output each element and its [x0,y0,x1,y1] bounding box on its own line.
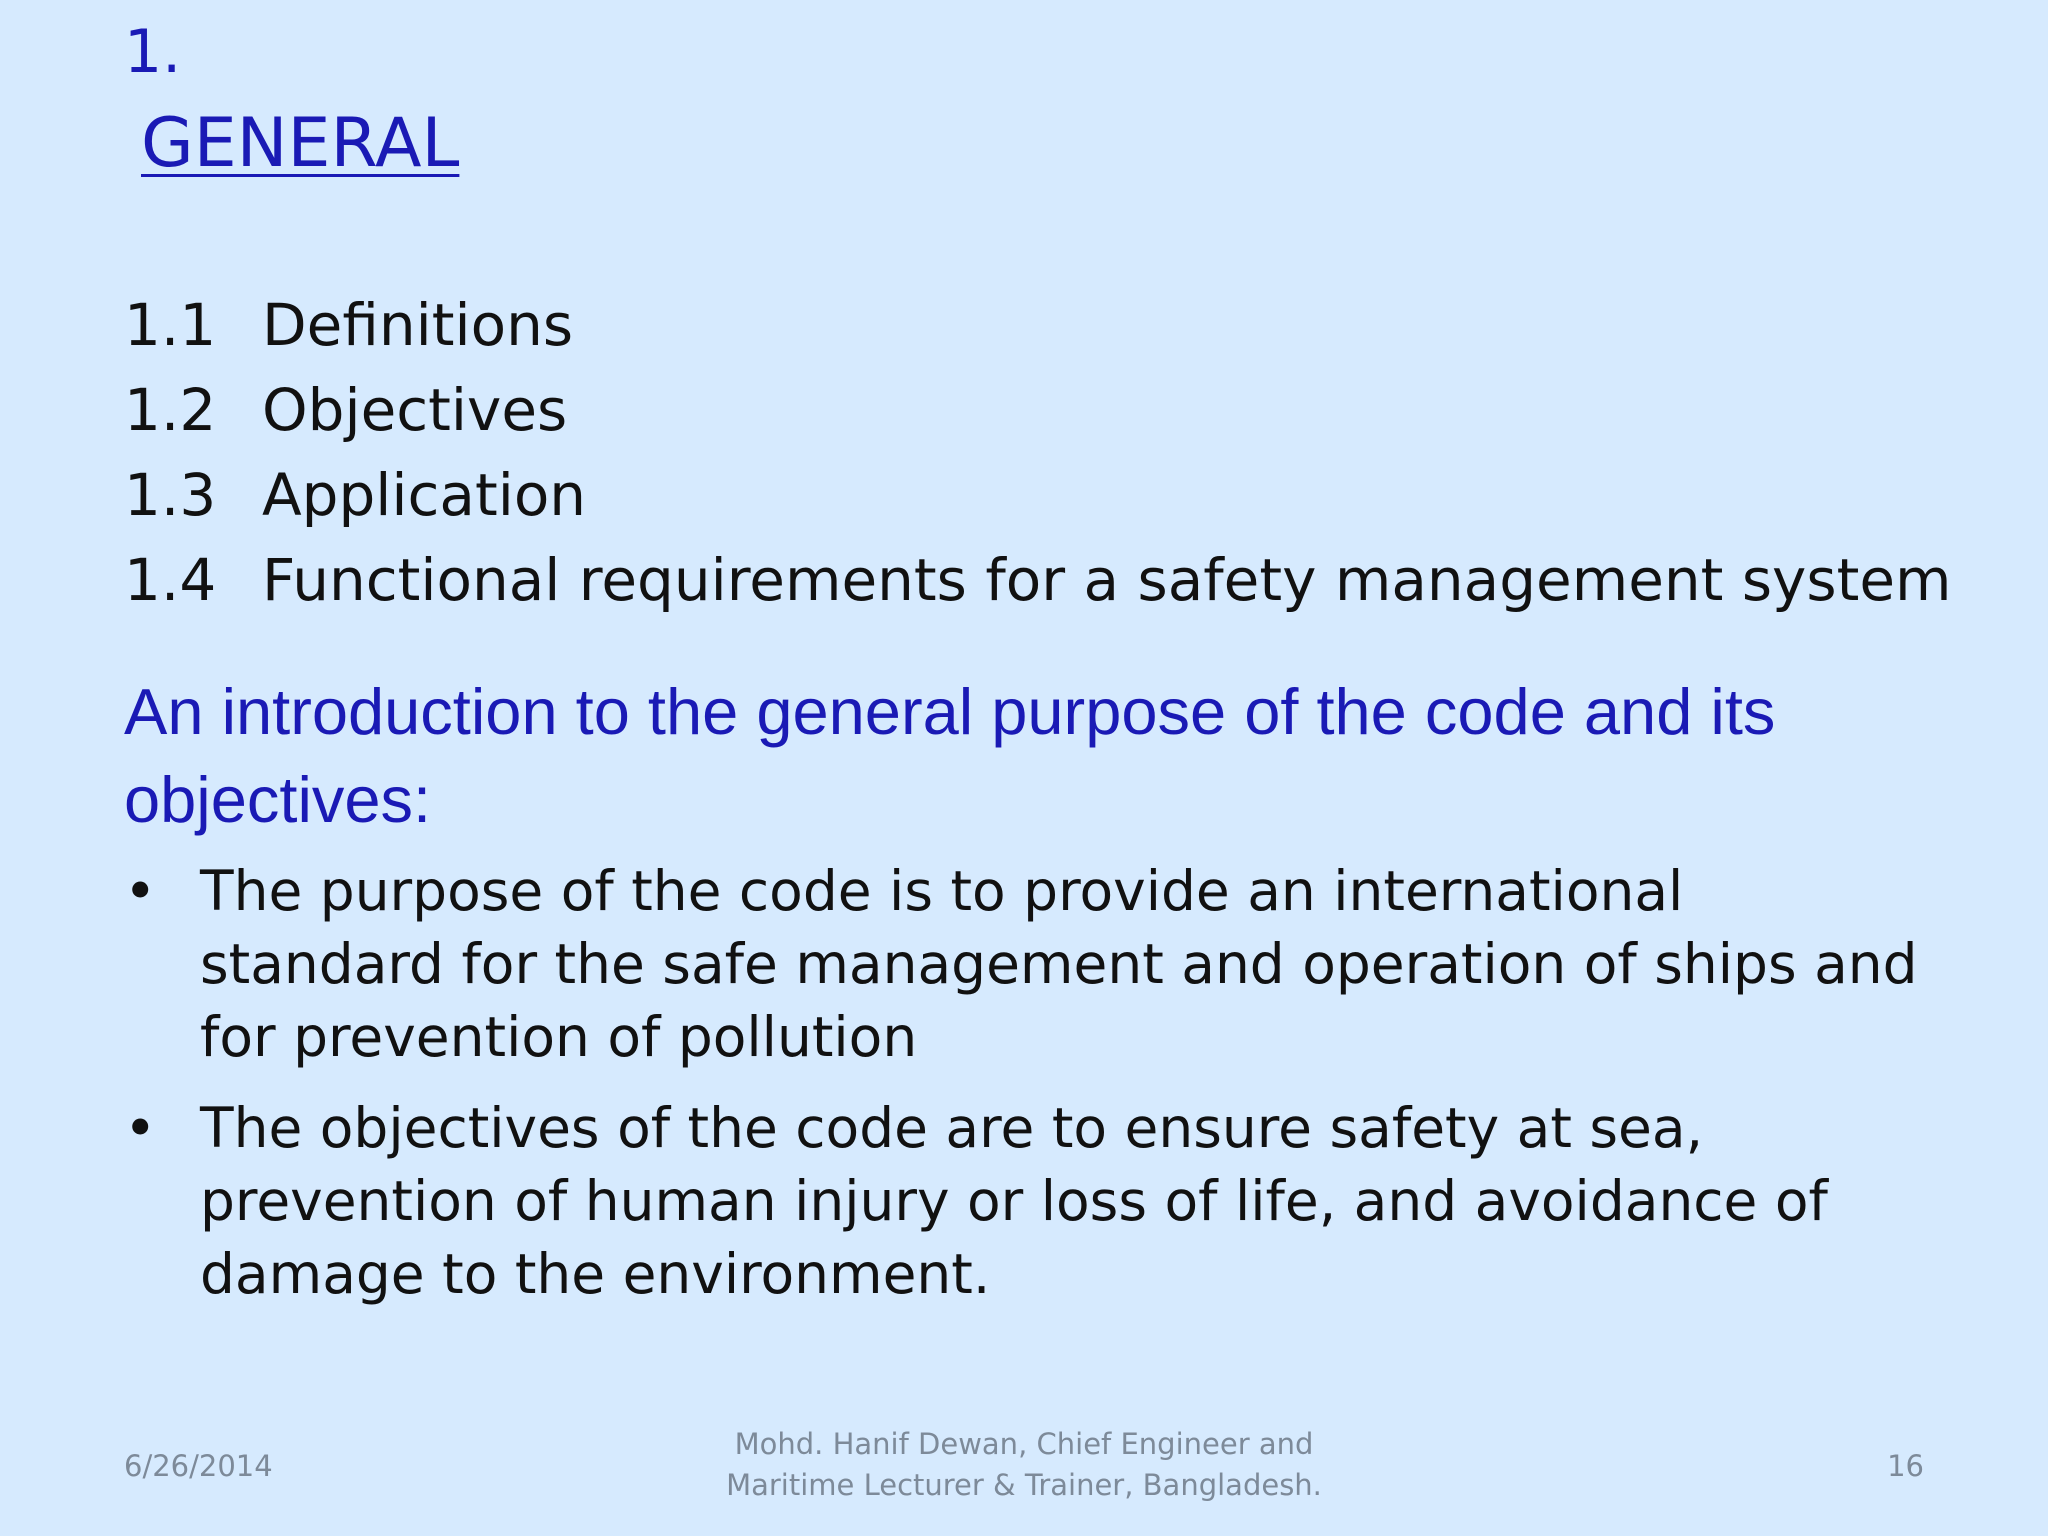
bullet-icon: • [124,1096,157,1160]
toc-item [124,537,2004,622]
toc-item [124,452,2004,537]
toc-item-label: Definitions [262,290,574,359]
toc-item-number: 1.3 [124,460,217,529]
intro-heading: An introduction to the general purpose of the code and its objectives: [124,675,1776,836]
toc-item-number: 1.2 [124,375,217,444]
bullet-list [124,855,1924,1329]
bullet-text: The objectives of the code are to ensure safety at sea, prevention of human injury or loss of life, and avoidance of damage to the environment. [200,1096,1828,1306]
footer-date: 6/26/2014 [124,1449,273,1483]
section-number: 1. [124,17,182,87]
toc-item-number: 1.1 [124,290,217,359]
footer-author-line: Mohd. Hanif Dewan, Chief Engineer and [734,1427,1314,1461]
toc-item-label: Functional requirements for a safety management system [262,545,1952,614]
section-title: GENERAL [141,104,460,183]
bullet-text: The purpose of the code is to provide an international standard for the safe management and operation of ships and for prevention of pollution [200,859,1918,1069]
bullet-item [124,1092,1924,1311]
footer-author [620,1424,1428,1506]
toc-item-label: Application [262,460,587,529]
toc-item-number: 1.4 [124,545,217,614]
bullet-icon: • [124,859,157,923]
toc-item [124,367,2004,452]
bullet-item [124,855,1924,1074]
page-number: 16 [1887,1449,1924,1483]
toc-item-label: Objectives [262,375,568,444]
footer-author-line: Maritime Lecturer & Trainer, Bangladesh. [726,1468,1322,1502]
toc-item [124,282,2004,367]
table-of-contents [124,282,2004,622]
